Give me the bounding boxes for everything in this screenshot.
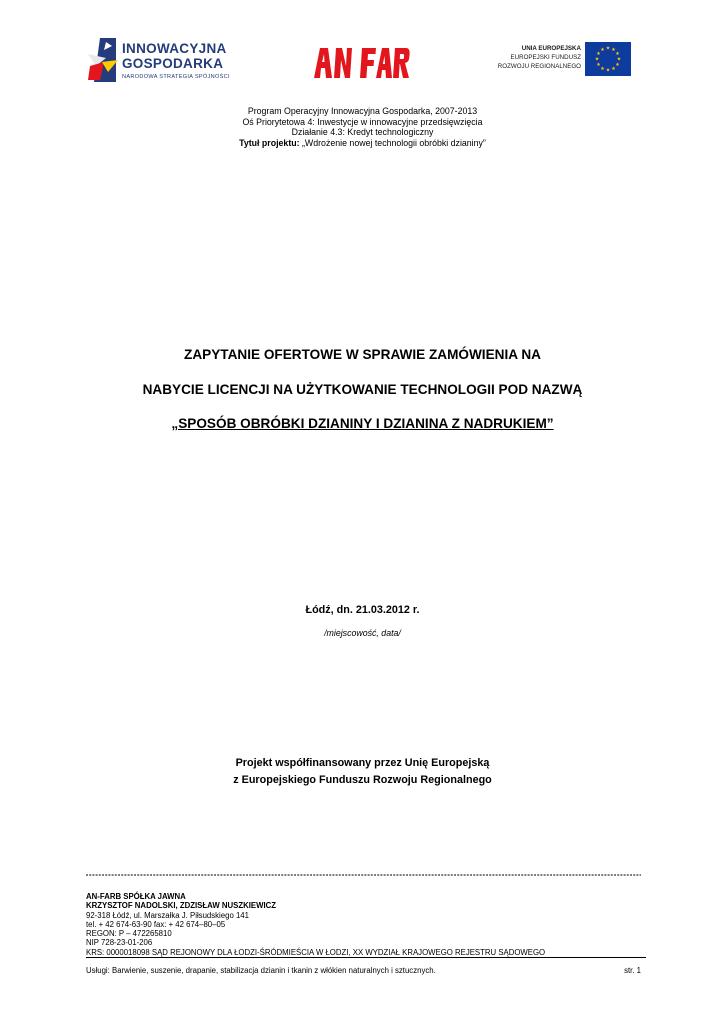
footer-divider bbox=[86, 872, 641, 878]
an-farb-logo bbox=[312, 44, 417, 80]
svg-text:★: ★ bbox=[615, 62, 620, 68]
program-line3: Działanie 4.3: Kredyt technologiczny bbox=[291, 127, 434, 138]
cofinancing-line2: z Europejskiego Funduszu Rozwoju Regionalnego bbox=[233, 774, 492, 786]
logo-right-line3: ROZWOJU REGIONALNEGO bbox=[497, 63, 581, 70]
footer-bottom-line bbox=[86, 966, 641, 975]
svg-text:★: ★ bbox=[605, 45, 611, 52]
svg-text:★: ★ bbox=[605, 67, 611, 74]
document-title-line1: ZAPYTANIE OFERTOWE W SPRAWIE ZAMÓWIENIA NA bbox=[184, 347, 541, 362]
eu-flag-icon bbox=[585, 42, 631, 76]
document-title-line2: NABYCIE LICENCJI NA UŻYTKOWANIE TECHNOLOGII POD NAZWĄ bbox=[142, 382, 583, 397]
svg-text:★: ★ bbox=[611, 66, 616, 72]
svg-text:★: ★ bbox=[594, 56, 600, 63]
place-date: Łódź, dn. 21.03.2012 r. bbox=[305, 604, 420, 616]
svg-text:★: ★ bbox=[615, 51, 620, 57]
technology-name: „SPOSÓB OBRÓBKI DZIANINY I DZIANINA Z NADRUKIEM” bbox=[171, 416, 554, 431]
innowacyjna-gospodarka-logo bbox=[86, 36, 236, 86]
program-info bbox=[0, 106, 725, 148]
project-title-label: Tytuł projektu: bbox=[239, 137, 300, 148]
svg-text:★: ★ bbox=[600, 66, 605, 72]
logo-right-line1: UNIA EUROPEJSKA bbox=[521, 45, 581, 52]
innowacyjna-gospodarka-emblem-icon bbox=[86, 36, 120, 84]
logo-right-line2: EUROPEJSKI FUNDUSZ bbox=[510, 54, 581, 61]
place-date-caption: /miejscowość, data/ bbox=[324, 628, 401, 638]
svg-text:★: ★ bbox=[596, 62, 601, 68]
footer-address: 92-318 Łódź, ul. Marszałka J. Piłsudskiego 141 bbox=[86, 910, 249, 920]
project-title-line bbox=[0, 138, 725, 149]
logo-left-line1: INNOWACYJNA bbox=[122, 41, 227, 56]
footer-nip: NIP 728-23-01-206 bbox=[86, 938, 153, 948]
company-footer bbox=[86, 892, 646, 958]
eu-erdf-logo bbox=[497, 42, 631, 78]
footer-phone: tel. + 42 674-63-90 fax: + 42 674–80–05 bbox=[86, 919, 226, 929]
page-number: str. 1 bbox=[624, 966, 641, 975]
svg-text:★: ★ bbox=[600, 47, 605, 53]
footer-company: AN-FARB SPÓŁKA JAWNA bbox=[86, 892, 186, 901]
svg-text:★: ★ bbox=[596, 51, 601, 57]
program-line1: Program Operacyjny Innowacyjna Gospodarka, 2007-2013 bbox=[247, 106, 478, 116]
footer-owners: KRZYSZTOF NADOLSKI, ZDZISŁAW NUSZKIEWICZ bbox=[86, 901, 277, 911]
an-farb-logo-icon bbox=[312, 44, 417, 80]
document-title-line3 bbox=[0, 416, 725, 431]
cofinancing-statement bbox=[0, 755, 725, 789]
footer-krs: KRS: 0000018098 SĄD REJONOWY DLA ŁODZI-ŚRÓDMIEŚCIA W ŁODZI, XX WYDZIAŁ KRAJOWEGO REJESTRU SĄDOWEGO bbox=[86, 948, 646, 958]
project-title-value: „Wdrożenie nowej technologii obróbki dzianiny” bbox=[299, 137, 486, 148]
svg-text:★: ★ bbox=[611, 47, 616, 53]
logo-left-line3: NARODOWA STRATEGIA SPÓJNOŚCI bbox=[122, 74, 230, 80]
svg-text:★: ★ bbox=[616, 56, 622, 63]
program-line2: Oś Priorytetowa 4: Inwestycje w innowacyjne przedsięwzięcia bbox=[242, 116, 483, 127]
footer-regon: REGON: P – 472265810 bbox=[86, 929, 172, 939]
cofinancing-line1: Projekt współfinansowany przez Unię Europejską bbox=[235, 757, 490, 769]
logo-left-line2: GOSPODARKA bbox=[122, 56, 224, 71]
footer-services: Usługi: Barwienie, suszenie, drapanie, stabilizacja dzianin i tkanin z włókien naturalnych i sztucznych. bbox=[86, 966, 436, 975]
